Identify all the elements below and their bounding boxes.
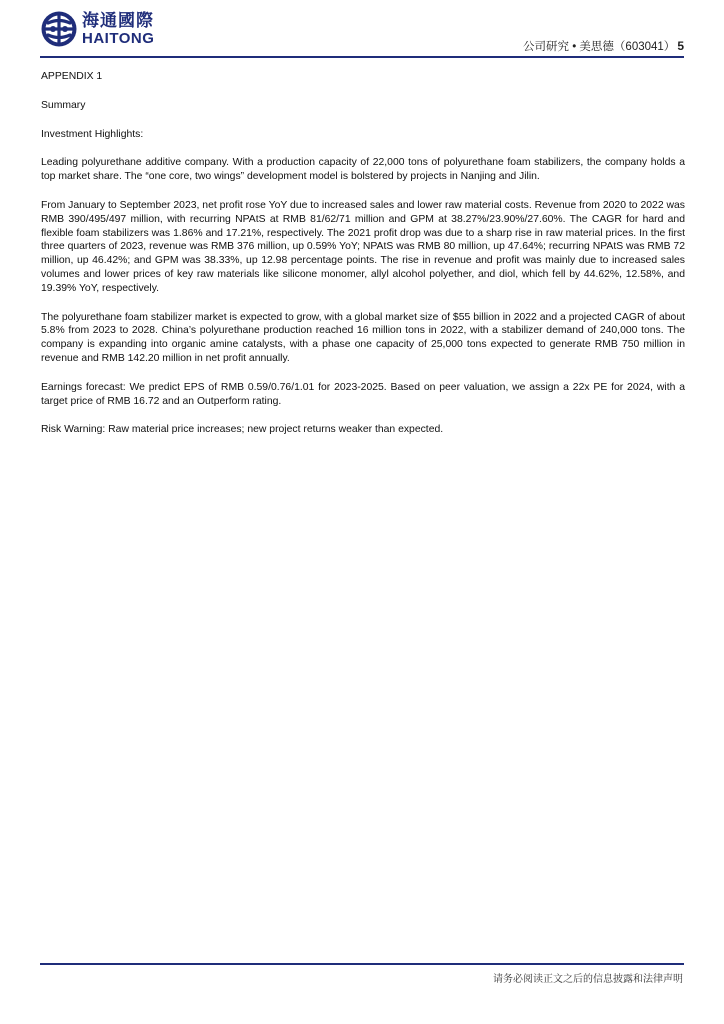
document-body <box>41 70 685 452</box>
logo-text <box>82 10 155 47</box>
footer-disclaimer: 请务必阅读正文之后的信息披露和法律声明 <box>493 974 683 985</box>
footer-divider <box>40 963 684 965</box>
logo-chinese-name: 海通國際 <box>82 10 154 31</box>
appendix-heading: APPENDIX 1 <box>41 71 103 82</box>
paragraph-risk-warning: Risk Warning: Raw material price increases; new project returns weaker than expected. <box>41 424 444 436</box>
investment-highlights-heading: Investment Highlights: <box>41 128 144 140</box>
haitong-logo <box>40 10 154 48</box>
report-label <box>523 38 684 54</box>
paragraph-financials: From January to September 2023, net profit rose YoY due to increased sales and lower raw material costs. Revenue from 2020 to 2022 was RMB 390/495/497 million, with recurring NPAtS at RMB 81/62/71 million and GPM at 38.27%/23.90%/27.60%. The CAGR for hard and flexible foam stabilizers was 1.86% and 17.21%, respectively. The 2021 profit drop was due to a sharp rise in raw material prices. In the first three quarters of 2023, revenue was RMB 376 million, up 0.59% YoY; NPAtS was RMB 80 million, up 47.64%; recurring NPAtS was RMB 72 million, up 46.42%; and GPM was 38.33%, up 12.98 percentage points. The rise in revenue and profit was mainly due to increased sales volumes and lower prices of key raw materials like silicone monomer, allyl alcohol polyether, and diol, which fell by 44.62%, 12.58%, and 19.39% YoY, respectively. <box>41 199 685 294</box>
report-title: 公司研究 • 美思德（603041） <box>523 41 676 53</box>
page-header <box>0 0 724 62</box>
haitong-logo-icon <box>40 10 78 48</box>
page-number: 5 <box>677 39 684 53</box>
logo-english-name: HAITONG <box>82 29 155 47</box>
header-divider <box>40 56 684 58</box>
paragraph-company-overview: Leading polyurethane additive company. With a production capacity of 22,000 tons of polyurethane foam stabilizers, the company holds a top market share. The “one core, two wings” development model is bolstered by projects in Nanjing and Jilin. <box>41 157 685 183</box>
paragraph-market-outlook: The polyurethane foam stabilizer market is expected to grow, with a global market size of $55 billion in 2022 and a projected CAGR of about 5.8% from 2023 to 2028. China’s polyurethane production reached 16 million tons in 2022, with a stabilizer demand of 240,000 tons. The company is expanding into organic amine catalysts, with a phase one capacity of 25,000 tons expected to generate RMB 750 million in revenue and RMB 142.20 million in net profit annually. <box>41 311 685 364</box>
summary-heading: Summary <box>41 99 86 111</box>
paragraph-earnings-forecast: Earnings forecast: We predict EPS of RMB 0.59/0.76/1.01 for 2023-2025. Based on peer valuation, we assign a 22x PE for 2024, with a target price of RMB 16.72 and an Outperform rating. <box>41 381 685 407</box>
